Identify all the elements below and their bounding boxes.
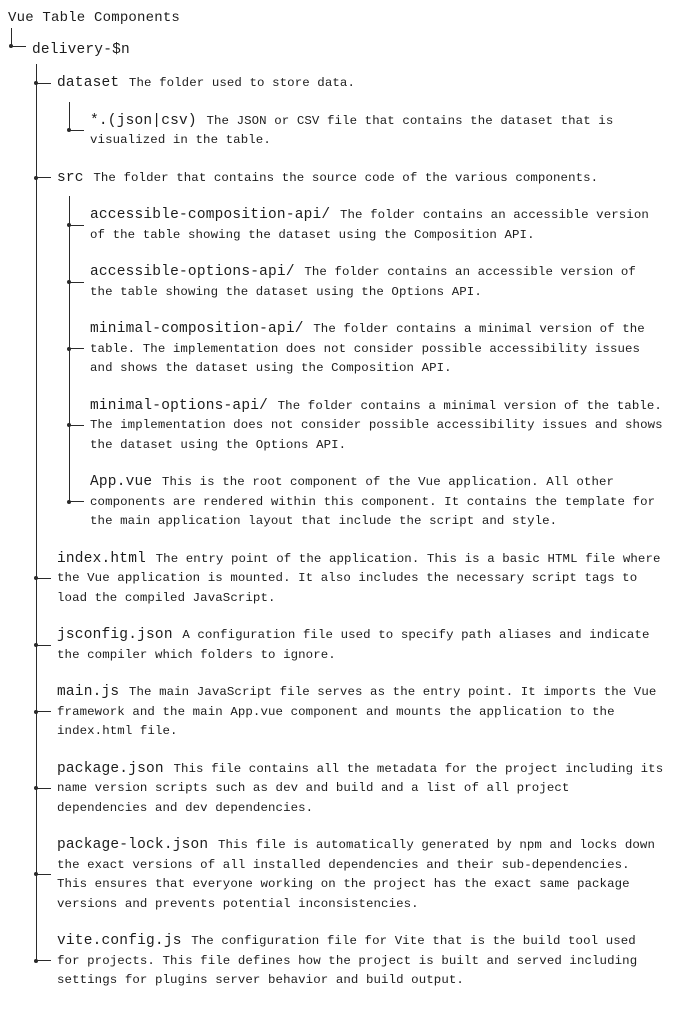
entry-name: jsconfig.json xyxy=(57,627,173,643)
tree-node-index-html xyxy=(36,540,665,617)
entry-description: The main JavaScript file serves as the entry point. It imports the Vue framework and the main App.vue component and mounts the application to the index.html file. xyxy=(57,685,657,738)
tree-entry xyxy=(57,750,665,827)
tree-node-vite-config-js xyxy=(36,922,665,999)
entry-description: The folder that contains the source code of the various components. xyxy=(93,170,599,185)
branch-dot-icon xyxy=(67,347,71,351)
tree-node-package-json xyxy=(36,750,665,827)
branch-dot-icon xyxy=(34,959,38,963)
branch-dot-icon xyxy=(34,176,38,180)
entry-description: The folder contains an accessible version of the table showing the dataset using the Options API. xyxy=(90,265,636,299)
tree-node-jsconfig-json xyxy=(36,616,665,673)
tree-node-app-vue xyxy=(69,463,665,540)
branch-dot-icon xyxy=(34,786,38,790)
tree-entry xyxy=(57,616,665,673)
entry-description: The configuration file for Vite that is the build tool used for projects. This file defines how the project is built and served including settings for plugins server behavior and build output. xyxy=(57,934,638,987)
entry-description: The entry point of the application. This is a basic HTML file where the Vue application is mounted. It also includes the necessary script tags to load the compiled JavaScript. xyxy=(57,551,661,605)
tree-entry xyxy=(90,387,665,464)
entry-name: App.vue xyxy=(90,474,153,490)
branch-dot-icon xyxy=(34,576,38,580)
entry-name: package.json xyxy=(57,760,164,777)
tree-entry xyxy=(57,64,665,102)
entry-description: The JSON or CSV file that contains the dataset that is visualized in the table. xyxy=(90,113,614,147)
branch-dot-icon xyxy=(67,128,71,132)
entry-description: This is the root component of the Vue application. All other components are rendered within this component. It contains the template for the main application layout that include the script and style. xyxy=(90,475,656,528)
entry-description: This file contains all the metadata for the project including its name version scripts such as dev and build and a list of all project dependencies and dev dependencies. xyxy=(57,761,664,815)
tree-entry xyxy=(57,540,665,617)
branch-dot-icon xyxy=(67,280,71,284)
entry-name: *.(json|csv) xyxy=(90,112,197,129)
entry-description: The folder contains a minimal version of the table. The implementation does not consider possible accessibility issues and shows the dataset using the Composition API. xyxy=(90,322,645,375)
tree-node-accessible-options-api xyxy=(69,253,665,310)
branch-dot-icon xyxy=(9,44,13,48)
page-title: Vue Table Components xyxy=(8,10,181,26)
tree-node-minimal-options-api xyxy=(69,387,665,464)
branch-dot-icon xyxy=(67,500,71,504)
tree-level-1 xyxy=(36,64,665,999)
branch-dot-icon xyxy=(34,643,38,647)
tree-entry xyxy=(90,310,665,387)
tree-node-dataset xyxy=(36,64,665,159)
entry-description: The folder contains a minimal version of the table. The implementation does not consider possible accessibility issues and shows the dataset using the Options API. xyxy=(90,398,663,452)
tree-node-json-csv xyxy=(69,102,665,159)
file-tree xyxy=(11,28,665,999)
entry-name: package-lock.json xyxy=(57,837,209,853)
tree-entry xyxy=(90,196,665,253)
tree-node-minimal-composition-api xyxy=(69,310,665,387)
entry-name: accessible-options-api/ xyxy=(90,264,295,280)
entry-name: vite.config.js xyxy=(57,933,182,949)
tree-entry-root xyxy=(32,28,665,64)
tree-entry xyxy=(90,463,665,540)
tree-entry xyxy=(57,922,665,999)
entry-description: This file is automatically generated by npm and locks down the exact versions of all installed dependencies and their sub-dependencies. This ensures that everyone working on the project has the exact same package versions and prevents potential inconsistencies. xyxy=(57,838,656,911)
entry-description: The folder used to store data. xyxy=(128,76,355,90)
branch-dot-icon xyxy=(67,223,71,227)
tree-node-main-js xyxy=(36,673,665,750)
entry-name: delivery-$n xyxy=(32,42,130,58)
entry-name: src xyxy=(57,169,84,186)
tree-node-accessible-composition-api xyxy=(69,196,665,253)
entry-name: minimal-composition-api/ xyxy=(90,321,304,337)
branch-dot-icon xyxy=(34,710,38,714)
entry-name: index.html xyxy=(57,550,147,567)
entry-name: minimal-options-api/ xyxy=(90,397,269,414)
tree-node-delivery xyxy=(11,28,665,999)
branch-dot-icon xyxy=(34,81,38,85)
entry-description: The folder contains an accessible version of the table showing the dataset using the Composition API. xyxy=(90,208,649,242)
tree-node-src xyxy=(36,159,665,540)
tree-level-2-src xyxy=(69,196,665,540)
tree-entry xyxy=(57,826,665,922)
tree-entry xyxy=(57,159,665,197)
tree-entry xyxy=(57,673,665,750)
entry-name: accessible-composition-api/ xyxy=(90,207,331,223)
entry-name: main.js xyxy=(57,684,120,700)
branch-dot-icon xyxy=(67,423,71,427)
tree-level-2-dataset xyxy=(69,102,665,159)
branch-dot-icon xyxy=(34,872,38,876)
tree-entry xyxy=(90,253,665,310)
entry-description: A configuration file used to specify path aliases and indicate the compiler which folders to ignore. xyxy=(57,628,650,662)
entry-name: dataset xyxy=(57,75,120,91)
tree-entry xyxy=(90,102,665,159)
tree-node-package-lock-json xyxy=(36,826,665,922)
